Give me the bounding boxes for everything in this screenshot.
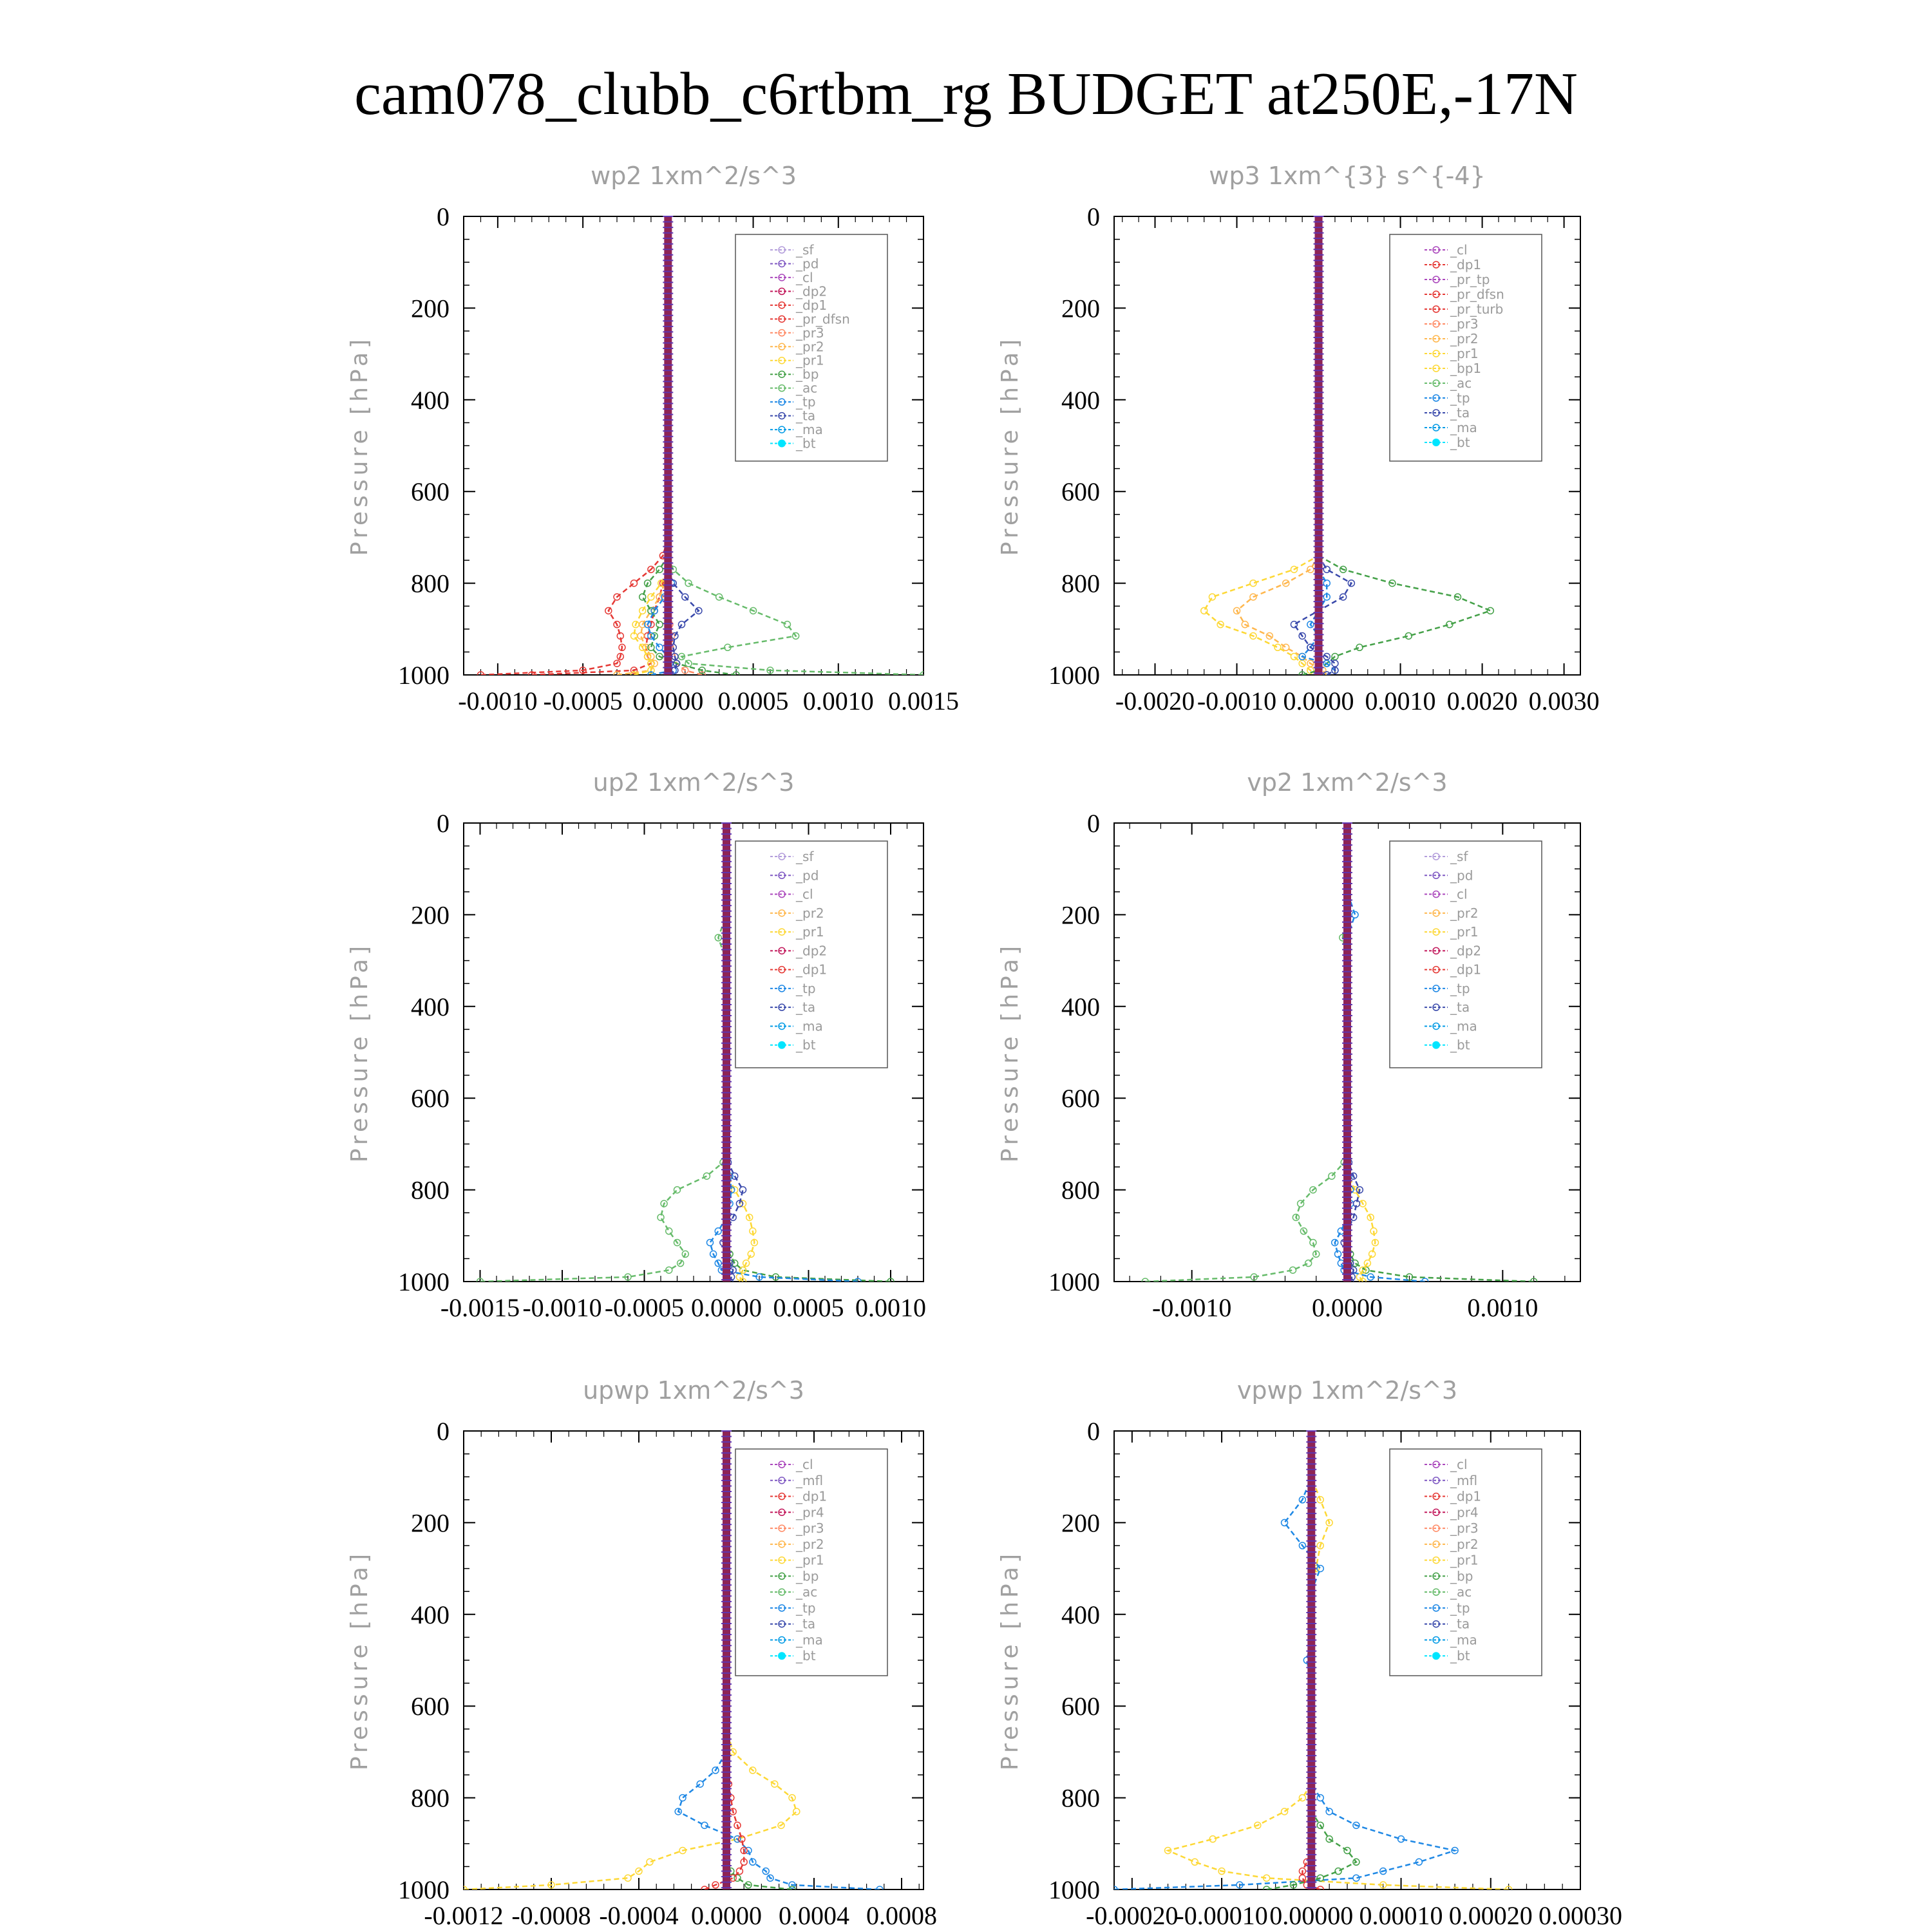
legend-label: _cl <box>1450 242 1468 258</box>
y-tick-label: 800 <box>411 569 450 598</box>
legend-label: _pr2 <box>1450 905 1479 921</box>
y-tick-label: 0 <box>437 809 450 838</box>
data-point <box>1356 644 1363 650</box>
legend-label: _bt <box>796 1037 816 1053</box>
x-tick-label: 0.0005 <box>773 1293 844 1322</box>
legend-label: _ta <box>1450 405 1470 421</box>
legend-label: _ta <box>1450 1616 1470 1632</box>
data-point <box>1317 1795 1323 1801</box>
legend-marker <box>778 440 786 448</box>
legend-label: _ac <box>1450 1584 1472 1600</box>
x-tick-label: -0.0015 <box>440 1293 520 1322</box>
legend-label: _bt <box>1450 1037 1470 1053</box>
legend-marker <box>778 1041 786 1049</box>
x-tick-label: -0.0010 <box>522 1293 602 1322</box>
legend-label: _mfl <box>796 1472 824 1488</box>
data-point <box>703 1173 710 1179</box>
y-tick-label: 0 <box>437 1417 450 1446</box>
series-line <box>480 823 727 1282</box>
y-tick-label: 200 <box>411 294 450 323</box>
data-point <box>793 1808 800 1815</box>
series-line <box>617 216 668 675</box>
panel-title: upwp 1xm^2/s^3 <box>583 1376 804 1405</box>
legend-label: _pd <box>1450 867 1473 884</box>
x-tick-label: -0.0010 <box>1152 1293 1232 1322</box>
legend-label: _bt <box>1450 1648 1470 1664</box>
data-point <box>638 632 644 639</box>
legend-label: _pr2 <box>796 1536 824 1552</box>
x-tick-label: -0.0004 <box>599 1901 679 1930</box>
data-point <box>656 644 663 650</box>
legend-label: _dp1 <box>796 297 828 313</box>
legend-label: _ac <box>796 380 818 396</box>
data-point <box>697 1781 703 1787</box>
data-point <box>701 1822 708 1828</box>
y-tick-label: 1000 <box>1048 1267 1100 1296</box>
data-point <box>1201 607 1208 614</box>
legend-label: _ma <box>796 422 823 438</box>
data-point <box>1298 1200 1304 1207</box>
data-point <box>1283 644 1289 650</box>
y-tick-label: 400 <box>1061 385 1100 415</box>
legend-label: _ta <box>1450 999 1470 1016</box>
y-tick-label: 1000 <box>398 1267 450 1296</box>
y-tick-label: 600 <box>411 1692 450 1721</box>
y-tick-label: 1000 <box>1048 661 1100 690</box>
series-line <box>668 216 699 675</box>
y-tick-label: 400 <box>1061 992 1100 1021</box>
y-tick-label: 400 <box>411 1600 450 1629</box>
data-point <box>1299 1875 1305 1881</box>
y-tick-label: 800 <box>1061 1175 1100 1205</box>
legend-label: _pr_dfsn <box>1450 287 1504 302</box>
series-line <box>634 216 668 675</box>
legend-label: _ma <box>1450 420 1477 435</box>
legend-label: _pr4 <box>796 1504 824 1520</box>
legend-label: _pr3 <box>1450 316 1479 332</box>
legend-label: _ma <box>796 1018 823 1034</box>
y-tick-label: 0 <box>437 202 450 231</box>
data-point <box>679 1795 686 1801</box>
legend-label: _bp1 <box>1450 361 1482 376</box>
legend-label: _cl <box>796 269 813 285</box>
x-tick-label: 0.0010 <box>855 1293 926 1322</box>
legend-label: _cl <box>1450 1457 1468 1472</box>
legend-label: _ma <box>1450 1018 1477 1034</box>
legend-label: _bp <box>796 366 819 383</box>
y-axis-label: Pressure [hPa] <box>346 335 373 556</box>
data-point <box>1274 644 1281 650</box>
legend-label: _pr_tp <box>1450 272 1490 287</box>
x-tick-label: 0.0000 <box>691 1293 762 1322</box>
legend-label: _pr_dfsn <box>796 311 850 327</box>
x-tick-label: -0.00010 <box>1175 1901 1268 1930</box>
x-tick-label: 0.0015 <box>888 687 959 715</box>
data-point <box>630 580 637 587</box>
series-line <box>1204 216 1319 675</box>
legend-label: _dp1 <box>1450 257 1482 272</box>
data-point <box>1338 1228 1344 1235</box>
series-line <box>1145 823 1347 1282</box>
panel-title: vpwp 1xm^2/s^3 <box>1236 1376 1458 1405</box>
legend-label: _pr1 <box>796 1552 824 1568</box>
y-tick-label: 400 <box>411 385 450 415</box>
x-tick-label: 0.0008 <box>866 1901 937 1930</box>
x-tick-label: 0.0005 <box>717 687 789 715</box>
legend-label: _bt <box>796 435 816 451</box>
legend-label: _tp <box>796 980 816 996</box>
legend-label: _ma <box>1450 1632 1477 1648</box>
series-line <box>480 216 668 675</box>
y-tick-label: 1000 <box>398 661 450 690</box>
data-point <box>1332 660 1338 667</box>
x-tick-label: 0.00020 <box>1448 1901 1533 1930</box>
x-tick-label: -0.0010 <box>458 687 538 715</box>
data-point <box>1326 1808 1332 1815</box>
y-tick-label: 200 <box>411 900 450 930</box>
legend-label: _pd <box>796 867 819 884</box>
legend-label: _pr1 <box>1450 346 1479 361</box>
y-tick-label: 600 <box>1061 477 1100 507</box>
data-point <box>730 1875 736 1881</box>
x-tick-label: 0.0000 <box>1283 687 1354 715</box>
legend-label: _pr3 <box>1450 1520 1479 1537</box>
legend-label: _ta <box>796 408 816 424</box>
data-point <box>1291 621 1297 628</box>
legend-label: _dp1 <box>796 1488 828 1504</box>
x-tick-label: 0.00000 <box>1269 1901 1354 1930</box>
data-point <box>685 580 692 587</box>
legend-label: _bp <box>1450 1568 1473 1584</box>
data-point <box>1291 654 1297 660</box>
data-point <box>648 594 654 600</box>
y-tick-label: 600 <box>411 477 450 507</box>
legend-label: _pr2 <box>1450 1536 1479 1552</box>
series-line <box>1347 823 1375 1282</box>
x-tick-label: 0.0000 <box>1312 1293 1383 1322</box>
panel-title: wp2 1xm^2/s^3 <box>591 162 797 190</box>
x-tick-label: -0.0020 <box>1115 687 1195 715</box>
x-tick-label: 0.00030 <box>1539 1901 1622 1930</box>
data-point <box>639 594 646 600</box>
data-point <box>736 1274 743 1280</box>
y-tick-label: 200 <box>1061 1508 1100 1538</box>
x-tick-label: 0.0000 <box>632 687 704 715</box>
data-point <box>748 1251 754 1257</box>
data-point <box>656 621 663 628</box>
legend-label: _pr3 <box>796 1520 824 1537</box>
x-tick-label: 0.0004 <box>779 1901 849 1930</box>
x-tick-label: 0.0010 <box>1467 1293 1539 1322</box>
x-tick-label: -0.0005 <box>604 1293 685 1322</box>
data-point <box>1317 1566 1323 1572</box>
legend-label: _pr1 <box>1450 924 1479 940</box>
y-tick-label: 400 <box>411 992 450 1021</box>
legend-label: _pr2 <box>796 905 824 921</box>
x-tick-label: 0.0030 <box>1528 687 1600 715</box>
panel-title: wp3 1xm^{3} s^{-4} <box>1209 162 1486 190</box>
legend-label: _dp1 <box>796 961 828 978</box>
legend-label: _pr1 <box>1450 1552 1479 1568</box>
y-tick-label: 800 <box>411 1175 450 1205</box>
data-point <box>1282 1808 1288 1815</box>
data-point <box>1487 607 1493 614</box>
legend-label: _ma <box>796 1632 823 1648</box>
panel-title: up2 1xm^2/s^3 <box>592 768 795 797</box>
legend-label: _dp1 <box>1450 1488 1482 1504</box>
y-tick-label: 800 <box>1061 569 1100 598</box>
y-tick-label: 600 <box>411 1084 450 1113</box>
legend-marker <box>1432 1041 1440 1049</box>
data-point <box>707 1239 714 1245</box>
x-tick-label: -0.0012 <box>424 1901 504 1930</box>
data-point <box>784 621 790 628</box>
panel-title: vp2 1xm^2/s^3 <box>1247 768 1448 797</box>
y-tick-label: 200 <box>1061 294 1100 323</box>
legend-label: _pr2 <box>1450 331 1479 346</box>
legend-label: _bp <box>796 1568 819 1584</box>
data-point <box>1329 1173 1335 1179</box>
y-axis-label: Pressure [hPa] <box>346 942 373 1163</box>
legend-label: _sf <box>796 849 814 864</box>
page-title: cam078_clubb_c6rtbm_rg BUDGET at250E,-17N <box>354 61 1578 128</box>
legend-label: _cl <box>796 886 813 902</box>
y-tick-label: 800 <box>1061 1783 1100 1813</box>
series-line <box>668 216 702 675</box>
y-tick-label: 0 <box>1087 202 1100 231</box>
y-tick-label: 200 <box>411 1508 450 1538</box>
y-tick-label: 400 <box>1061 1600 1100 1629</box>
legend-label: _dp2 <box>1450 943 1482 959</box>
x-tick-label: -0.0010 <box>1197 687 1277 715</box>
series-line <box>1294 216 1351 675</box>
y-tick-label: 200 <box>1061 900 1100 930</box>
legend-marker <box>1432 1652 1440 1660</box>
y-axis-label: Pressure [hPa] <box>997 1549 1023 1771</box>
legend-label: _bt <box>1450 435 1470 450</box>
legend-label: _ta <box>796 1616 816 1632</box>
data-point <box>674 1187 681 1193</box>
y-tick-label: 600 <box>1061 1692 1100 1721</box>
legend-label: _tp <box>796 1600 816 1616</box>
legend-label: _pr2 <box>796 339 824 355</box>
data-point <box>1307 566 1314 573</box>
legend-label: _cl <box>796 1457 813 1472</box>
legend-label: _sf <box>796 242 814 258</box>
legend-marker <box>778 1652 786 1660</box>
legend-label: _pr_turb <box>1450 301 1504 317</box>
x-tick-label: 0.0020 <box>1446 687 1518 715</box>
y-axis-label: Pressure [hPa] <box>346 1549 373 1771</box>
legend-label: _tp <box>1450 1600 1470 1616</box>
legend-label: _tp <box>796 394 816 410</box>
data-point <box>656 566 663 573</box>
x-tick-label: 0.0010 <box>802 687 874 715</box>
legend-label: _pr1 <box>796 924 824 940</box>
data-point <box>1282 1519 1288 1526</box>
legend-marker <box>1432 439 1440 446</box>
data-point <box>1335 1868 1341 1875</box>
x-tick-label: 0.00010 <box>1359 1901 1443 1930</box>
data-point <box>715 1228 721 1235</box>
legend-label: _pr4 <box>1450 1504 1479 1520</box>
legend-label: _dp2 <box>796 943 828 959</box>
data-point <box>1299 1795 1305 1801</box>
series-line <box>1237 216 1327 675</box>
x-tick-label: 0.0000 <box>691 1901 762 1930</box>
legend-label: _mfl <box>1450 1472 1478 1488</box>
legend-label: _ac <box>796 1584 818 1600</box>
x-tick-label: -0.00020 <box>1086 1901 1179 1930</box>
x-tick-label: -0.0005 <box>543 687 623 715</box>
legend-label: _ta <box>796 999 816 1016</box>
legend-label: _ac <box>1450 375 1472 391</box>
data-point <box>1323 566 1330 573</box>
legend-label: _dp2 <box>796 283 828 299</box>
y-axis-label: Pressure [hPa] <box>997 942 1023 1163</box>
y-tick-label: 0 <box>1087 809 1100 838</box>
y-tick-label: 1000 <box>1048 1875 1100 1904</box>
y-axis-label: Pressure [hPa] <box>997 335 1023 556</box>
data-point <box>1305 1260 1312 1267</box>
legend-label: _pr1 <box>796 352 824 368</box>
legend-label: _dp1 <box>1450 961 1482 978</box>
legend-label: _bt <box>796 1648 816 1664</box>
y-tick-label: 0 <box>1087 1417 1100 1446</box>
data-point <box>736 1868 743 1875</box>
legend-label: _tp <box>1450 390 1470 406</box>
y-tick-label: 800 <box>411 1783 450 1813</box>
legend-label: _pd <box>796 256 819 272</box>
legend-label: _tp <box>1450 980 1470 996</box>
data-point <box>666 1228 672 1235</box>
legend-label: _sf <box>1450 849 1468 864</box>
y-tick-label: 600 <box>1061 1084 1100 1113</box>
legend-label: _pr3 <box>796 325 824 341</box>
x-tick-label: -0.0008 <box>511 1901 591 1930</box>
legend-label: _cl <box>1450 886 1468 902</box>
y-tick-label: 1000 <box>398 1875 450 1904</box>
x-tick-label: 0.0010 <box>1365 687 1436 715</box>
